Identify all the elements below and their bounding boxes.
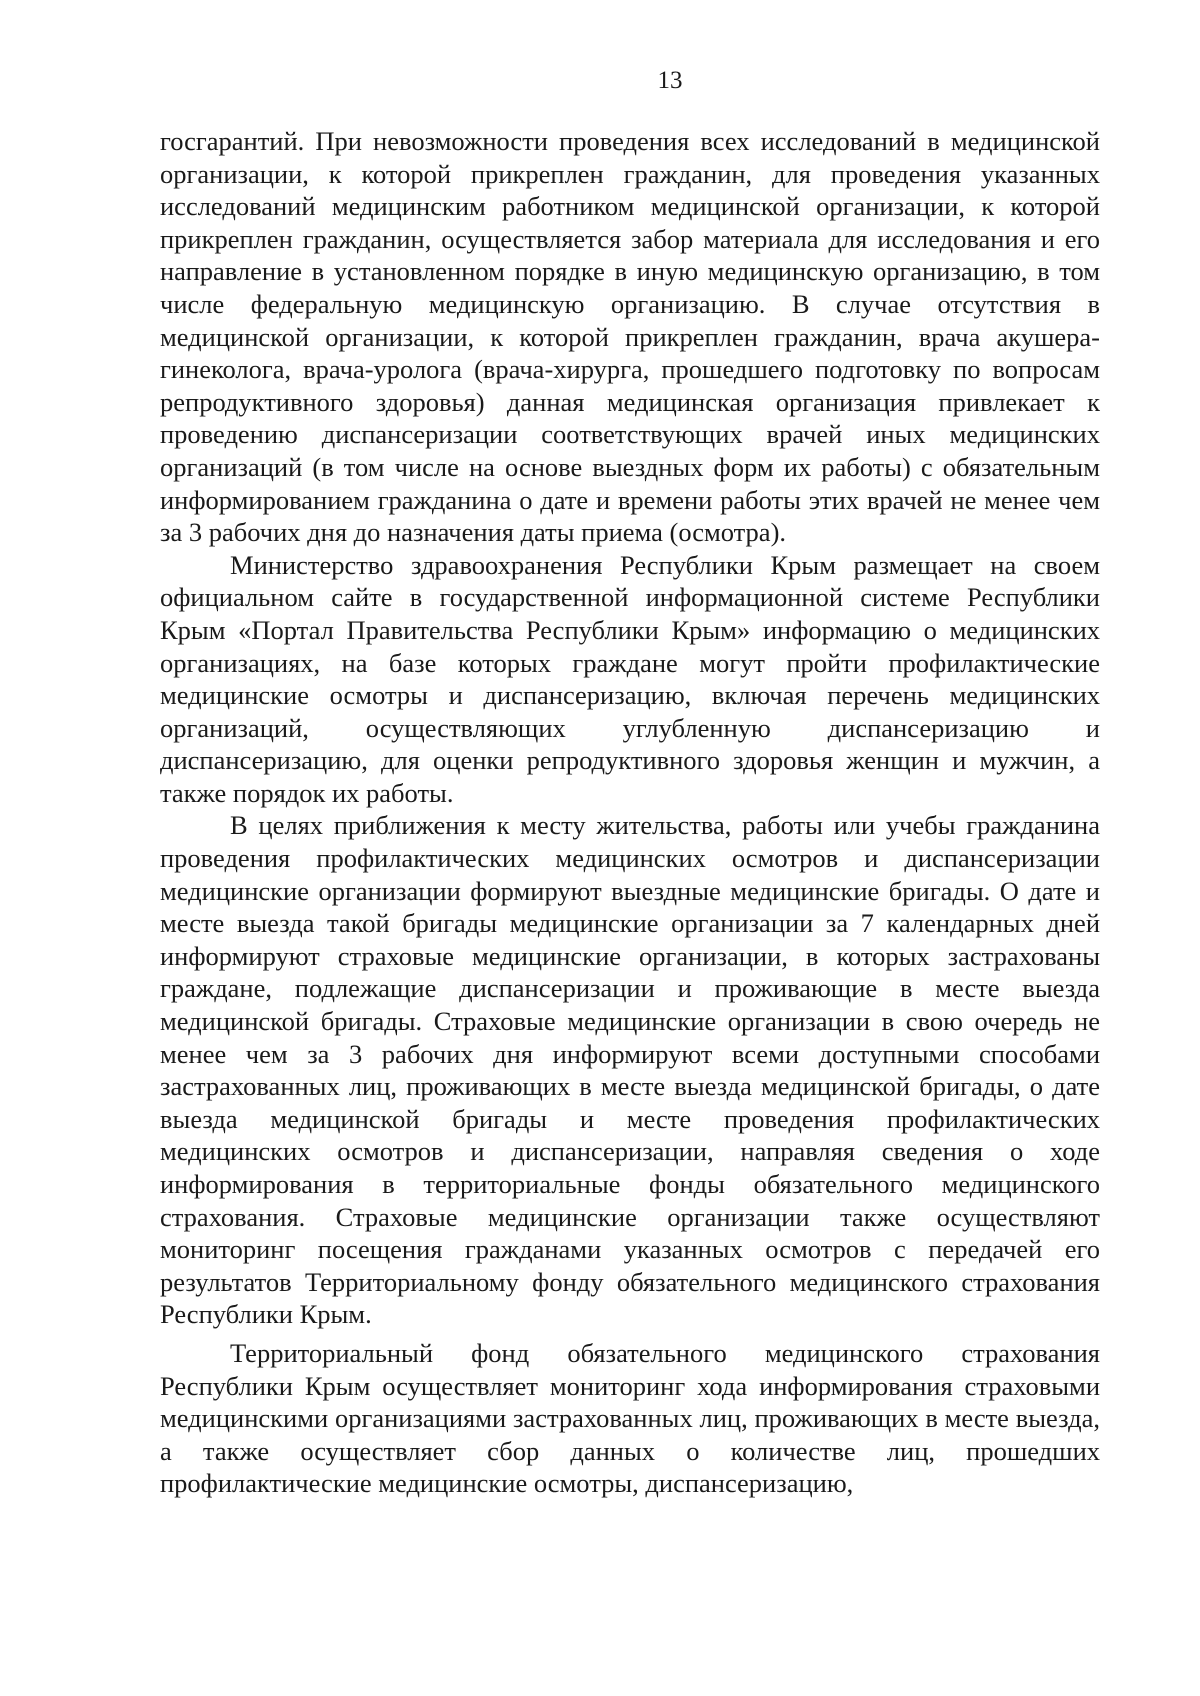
paragraph-4: Территориальный фонд обязательного медицинского страхования Республики Крым осуществляет мониторинг хода информирования страховыми медицинскими организациями застрахованных лиц, проживающих в месте выезда, а также осуществляет сбор данных о количестве лиц, прошедших профилактические медицинские осмотры, диспансеризацию,	[160, 1337, 1100, 1499]
paragraph-3: В целях приближения к месту жительства, работы или учебы гражданина проведения профилактических медицинских осмотров и диспансеризации медицинские организации формируют выездные медицинские бригады. О дате и месте выезда такой бригады медицинские организации за 7 календарных дней информируют страховые медицинские организации, в которых застрахованы граждане, подлежащие диспансеризации и проживающие в месте выезда медицинской бригады. Страховые медицинские организации в свою очередь не менее чем за 3 рабочих дня информируют всеми доступными способами застрахованных лиц, проживающих в месте выезда медицинской бригады, о дате выезда медицинской бригады и месте проведения профилактических медицинских осмотров и диспансеризации, направляя сведения о ходе информирования в территориальные фонды обязательного медицинского страхования. Страховые медицинские организации также осуществляют мониторинг посещения гражданами указанных осмотров с передачей его результатов Территориальному фонду обязательного медицинского страхования Республики Крым.	[160, 810, 1100, 1330]
paragraph-2: Министерство здравоохранения Республики Крым размещает на своем официальном сайте в государственной информационной системе Республики Крым «Портал Правительства Республики Крым» информацию о медицинских организациях, на базе которых граждане могут пройти профилактические медицинские осмотры и диспансеризацию, включая перечень медицинских организаций, осуществляющих углубленную диспансеризацию и диспансеризацию, для оценки репродуктивного здоровья женщин и мужчин, а также порядок их работы.	[160, 549, 1100, 808]
page-number: 13	[657, 67, 683, 94]
document-body	[160, 125, 1100, 1500]
paragraph-1: госгарантий. При невозможности проведения всех исследований в медицинской организации, к которой прикреплен гражданин, для проведения указанных исследований медицинским работником медицинской организации, к которой прикреплен гражданин, осуществляется забор материала для исследования и его направление в установленном порядке в иную медицинскую организацию, в том числе федеральную медицинскую организацию. В случае отсутствия в медицинской организации, к которой прикреплен гражданин, врача акушера-гинеколога, врача-уролога (врача-хирурга, прошедшего подготовку по вопросам репродуктивного здоровья) данная медицинская организация привлекает к проведению диспансеризации соответствующих врачей иных медицинских организаций (в том числе на основе выездных форм их работы) с обязательным информированием гражданина о дате и времени работы этих врачей не менее чем за 3 рабочих дня до назначения даты приема (осмотра).	[160, 126, 1100, 548]
